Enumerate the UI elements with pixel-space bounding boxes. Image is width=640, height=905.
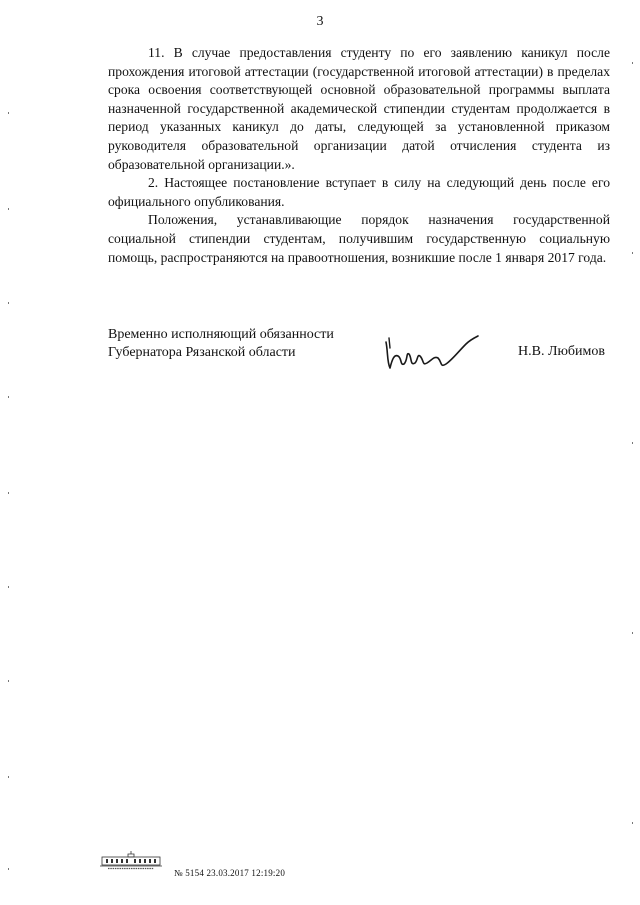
scan-artifact [8, 586, 9, 588]
scan-artifact [8, 208, 9, 210]
page-number: 3 [316, 14, 324, 29]
scan-artifact [8, 680, 9, 682]
scan-artifact [8, 112, 9, 114]
scan-artifact [8, 492, 9, 494]
document-body [108, 44, 610, 267]
handwritten-signature [382, 330, 482, 374]
scan-artifact [8, 302, 9, 304]
scan-artifact [632, 442, 633, 444]
signatory-name: Н.В. Любимов [518, 344, 605, 359]
signatory-title [108, 326, 334, 362]
signatory-title-line2: Губернатора Рязанской области [108, 345, 296, 360]
scan-artifact [8, 776, 9, 778]
scan-artifact [632, 62, 633, 64]
scan-artifact [8, 868, 9, 870]
paragraph-clause-11: 11. В случае предоставления студенту по его заявлению каникул после прохождения итоговой аттестации (государственной итоговой аттестации) в пределах срока освоения соответствующей основной образовательной программы выплата назначенной государственной академической стипендии студентам продолжается в период указанных каникул до даты, следующей за установленной приказом руководителя образовательной организации датой отчисления студента из образовательной организации.». [108, 45, 610, 172]
registration-number: № 5154 23.03.2017 12:19:20 [174, 868, 286, 878]
paragraph-applicability: Положения, устанавливающие порядок назначения государственной социальной стипендии студентам, получившим государственную социальную помощь, распространяются на правоотношения, возникшие после 1 января 2017 года. [108, 212, 610, 265]
signatory-title-line1: Временно исполняющий обязанности [108, 327, 334, 342]
building-stamp-icon [100, 850, 162, 870]
paragraph-effective-date: 2. Настоящее постановление вступает в силу на следующий день после его официального опубликования. [108, 175, 610, 209]
scan-artifact [8, 396, 9, 398]
scan-artifact [632, 822, 633, 824]
scan-artifact [632, 632, 633, 634]
scan-artifact [632, 252, 633, 254]
